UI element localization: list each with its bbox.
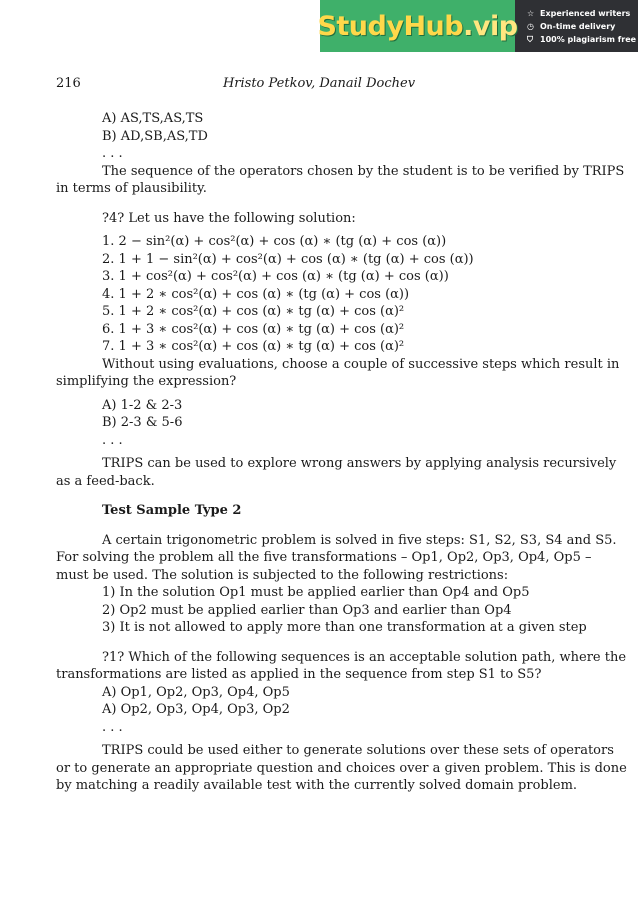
ellipsis: . . . (102, 432, 123, 448)
solution-step: 6. 1 + 3 ∗ cos²(α) + cos (α) ∗ tg (α) + cos (α)² (102, 321, 405, 337)
restriction-item: 3) It is not allowed to apply more than one transformation at a given step (102, 620, 587, 635)
shield-check-icon: ⛉ (527, 34, 533, 44)
answer-option: A) 1-2 & 2-3 (102, 397, 183, 413)
answer-option: A) AS,TS,AS,TS (102, 111, 204, 126)
solution-step: 5. 1 + 2 ∗ cos²(α) + cos (α) ∗ tg (α) + cos (α)² (102, 304, 405, 319)
paragraph-line: TRIPS could be used either to generate solutions over these sets of operators (102, 743, 614, 758)
feature-text: On-time delivery (540, 21, 616, 31)
logo-suffix-text: .vip (463, 10, 518, 42)
ellipsis: . . . (102, 719, 123, 735)
feature-text: 100% plagiarism free (540, 34, 637, 44)
paragraph-line: The sequence of the operators chosen by the student is to be verified by TRIPS (102, 163, 625, 179)
question-text: transformations are listed as applied in the sequence from step S1 to S5? (56, 667, 542, 682)
running-title: Hristo Petkov, Danail Dochev (222, 76, 416, 91)
solution-step: 1. 2 − sin²(α) + cos²(α) + cos (α) ∗ (tg (α) + cos (α)) (102, 234, 447, 249)
answer-option: B) 2-3 & 5-6 (102, 415, 183, 430)
paragraph-line: Without using evaluations, choose a couple of successive steps which result in (102, 356, 620, 372)
paragraph-line: simplifying the expression? (56, 374, 237, 389)
paragraph-line: For solving the problem all the five transformations – Op1, Op2, Op3, Op4, Op5 – (56, 550, 592, 565)
solution-step: 2. 1 + 1 − sin²(α) + cos²(α) + cos (α) ∗ (tg (α) + cos (α)) (102, 251, 474, 267)
feature-list (515, 7, 638, 46)
feature-item (527, 20, 638, 33)
feature-text: Experienced writers (540, 8, 631, 18)
paragraph-line: A certain trigonometric problem is solved in five steps: S1, S2, S3, S4 and S5. (102, 532, 617, 548)
ad-banner[interactable] (317, 0, 638, 52)
star-icon: ☆ (527, 8, 535, 18)
answer-option: A) Op2, Op3, Op4, Op3, Op2 (102, 702, 290, 717)
question-text: ?4? Let us have the following solution: (102, 210, 356, 226)
paragraph-line: by matching a readily available test with the currently solved domain problem. (56, 778, 578, 793)
restriction-item: 1) In the solution Op1 must be applied earlier than Op4 and Op5 (102, 585, 530, 600)
question-text: ?1? Which of the following sequences is an acceptable solution path, where the (102, 649, 627, 665)
solution-step: 3. 1 + cos²(α) + cos²(α) + cos (α) ∗ (tg (α) + cos (α)) (102, 269, 449, 284)
paragraph-line: TRIPS can be used to explore wrong answers by applying analysis recursively (102, 456, 617, 471)
studyhub-logo[interactable] (317, 0, 518, 52)
feature-item (527, 33, 638, 46)
clock-icon: ◷ (527, 21, 534, 31)
answer-option: B) AD,SB,AS,TD (102, 128, 208, 144)
feature-item (527, 7, 638, 20)
logo-main-text: StudyHub (317, 10, 464, 42)
ellipsis: . . . (102, 146, 123, 161)
restriction-item: 2) Op2 must be applied earlier than Op3 and earlier than Op4 (102, 602, 512, 618)
paragraph-line: as a feed-back. (56, 473, 155, 489)
page-number: 216 (56, 76, 81, 91)
solution-step: 4. 1 + 2 ∗ cos²(α) + cos (α) ∗ (tg (α) + cos (α)) (102, 286, 410, 302)
solution-step: 7. 1 + 3 ∗ cos²(α) + cos (α) ∗ tg (α) + cos (α)² (102, 339, 405, 354)
paragraph-line: must be used. The solution is subjected to the following restrictions: (56, 567, 509, 583)
paragraph-line: in terms of plausibility. (56, 181, 207, 196)
answer-option: A) Op1, Op2, Op3, Op4, Op5 (102, 684, 290, 700)
paragraph-line: or to generate an appropriate question and choices over a given problem. This is done (56, 760, 627, 776)
section-title: Test Sample Type 2 (102, 503, 242, 518)
page-body (56, 110, 627, 795)
